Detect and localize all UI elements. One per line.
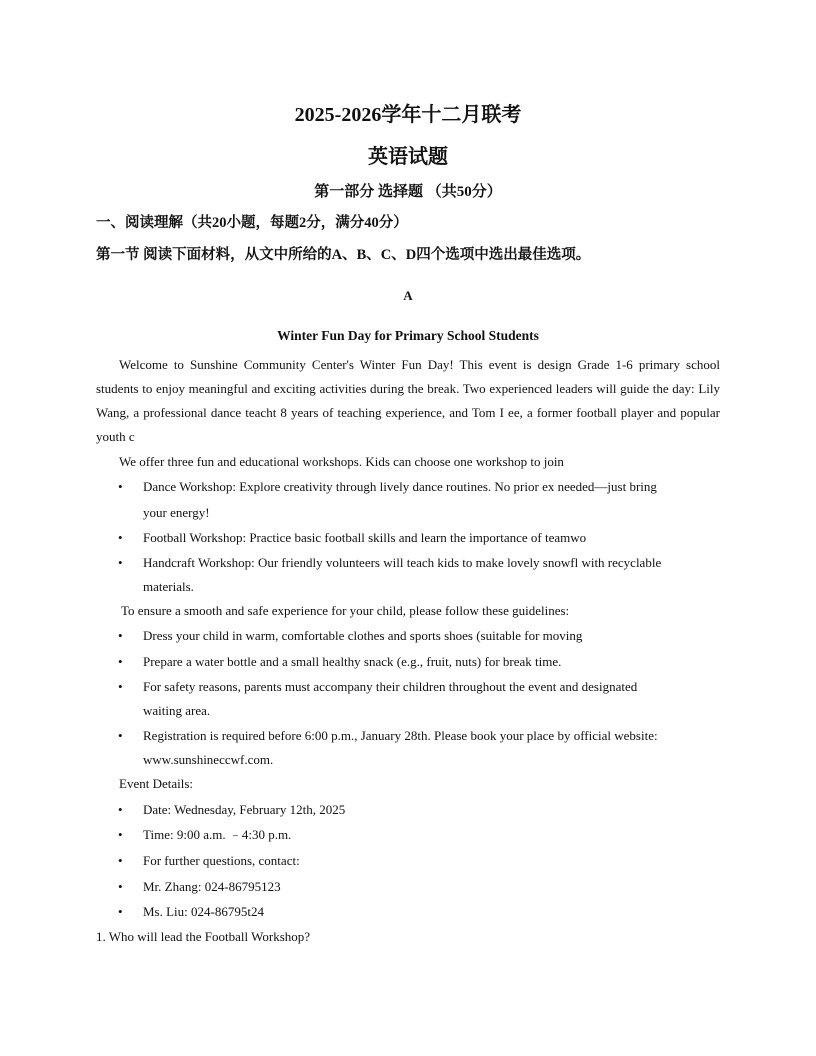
list-item-text: For safety reasons, parents must accompany their children throughout the event and designated <box>143 679 638 694</box>
bullet-icon: • <box>118 728 123 743</box>
subsection-instruction: 第一节 阅读下面材料，从文中所给的A、B、C、D四个选项中选出最佳选项。 <box>96 247 591 263</box>
workshops-intro: We offer three fun and educational workshops. Kids can choose one workshop to join <box>119 454 564 469</box>
guidelines-intro: To ensure a smooth and safe experience for your child, please follow these guidelines: <box>121 603 570 618</box>
list-item-text: Dance Workshop: Explore creativity through lively dance routines. No prior ex needed—just bring <box>143 479 657 494</box>
part-title: 第一部分 选择题 （共50分） <box>314 184 502 200</box>
bullet-icon: • <box>118 879 123 894</box>
subject-title: 英语试题 <box>368 146 448 168</box>
list-item-text-continued: www.sunshineccwf.com. <box>143 752 274 767</box>
list-item-text: Ms. Liu: 024-86795t24 <box>143 904 264 919</box>
list-item-text: Prepare a water bottle and a small healthy snack (e.g., fruit, nuts) for break time. <box>143 654 562 669</box>
bullet-icon: • <box>118 853 123 868</box>
bullet-icon: • <box>118 679 123 694</box>
event-details-heading: Event Details: <box>119 776 194 791</box>
list-item-text: For further questions, contact: <box>143 853 300 868</box>
list-item-text: Dress your child in warm, comfortable clothes and sports shoes (suitable for moving <box>143 628 583 643</box>
bullet-icon: • <box>118 904 123 919</box>
bullet-icon: • <box>118 530 123 545</box>
bullet-icon: • <box>118 479 123 494</box>
list-item-text: Time: 9:00 a.m. ﹣4:30 p.m. <box>143 827 292 842</box>
exam-title: 2025-2026学年十二月联考 <box>294 104 522 126</box>
section-heading: 一、阅读理解（共20小题，每题2分，满分40分） <box>96 215 408 231</box>
question-1: 1. Who will lead the Football Workshop? <box>96 929 311 944</box>
bullet-icon: • <box>118 555 123 570</box>
bullet-icon: • <box>118 802 123 817</box>
list-item-text-continued: waiting area. <box>143 703 211 718</box>
passage-label: A <box>403 288 413 303</box>
list-item-text: Handcraft Workshop: Our friendly volunteers will teach kids to make lovely snowfl with recyclable <box>143 555 662 570</box>
passage-title: Winter Fun Day for Primary School Students <box>277 328 539 343</box>
bullet-icon: • <box>118 827 123 842</box>
list-item-text-continued: materials. <box>143 579 194 594</box>
bullet-icon: • <box>118 654 123 669</box>
list-item-text: Registration is required before 6:00 p.m., January 28th. Please book your place by official website: <box>143 728 658 743</box>
list-item-text: Date: Wednesday, February 12th, 2025 <box>143 802 346 817</box>
list-item-text-continued: your energy! <box>143 505 210 520</box>
passage-intro-paragraph: Welcome to Sunshine Community Center's Winter Fun Day! This event is design Grade 1-6 primary school students to enjoy meaningful and exciting activities during the break. Two experienced leaders will guide the day: Lily Wang, a professional dance teacht 8 years of teaching experience, and Tom I ee, a former football player and popular youth c <box>96 357 720 444</box>
list-item-text: Mr. Zhang: 024-86795123 <box>143 879 281 894</box>
bullet-icon: • <box>118 628 123 643</box>
list-item-text: Football Workshop: Practice basic football skills and learn the importance of teamwo <box>143 530 587 545</box>
